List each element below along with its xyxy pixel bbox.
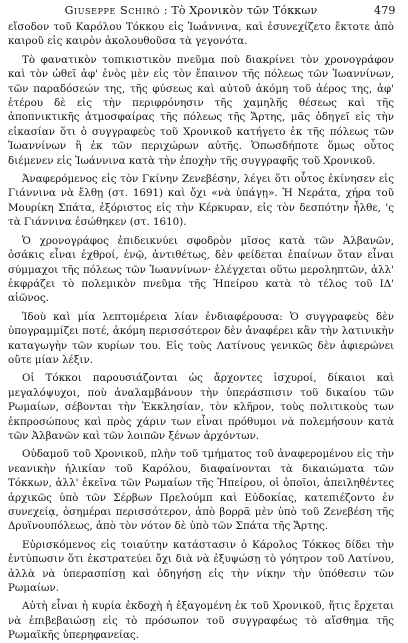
header-title: : Τὸ Χρονικὸν τῶν Τόκκων <box>163 4 318 17</box>
paragraph: Οὐδαμοῦ τοῦ Χρονικοῦ, πλὴν τοῦ τμήματος τοῦ ἀναφερομένου εἰς τὴν νεανικὴν ἡλικίαν τοῦ Καρόλου, διαφαίνονται τὰ δικαιώματα τῶν Τόκκων, ἀλλ' ἐκεῖνα τῶν Ρωμαίων τῆς Ἠπείρου, οἱ ὁποῖοι, ἀπειληθέντες ἀρχικῶς ὑπὸ τῶν Σέρβων Πρελούμπ καὶ Εὐδοκίας, κατεπιέζοντο ἐν συνεχείᾳ, ὁσημέραι περισσότερον, ἀπὸ βορρᾶ μὲν ὑπὸ τοῦ Ζενεβέση τῆς Δρυϊνουπόλεως, ἀπὸ τὸν νότον δὲ ὑπὸ τῶν Σπάτα τῆς Ἄρτης. <box>8 448 394 533</box>
paragraph: Τὸ φανατικὸν τοπικιστικὸν πνεῦμα ποὺ διακρίνει τὸν χρονογράφον καὶ τὸν ὠθεῖ ἀφ' ἑνὸς μὲν εἰς τὸν ἔπαινον τῆς πόλεως τῶν Ἰωαννίνων, τῶν παραδόσεών της, τῆς φύσεως καὶ αὐτοῦ ἀκόμη τοῦ ἀέρος της, ἀφ' ἑτέρου δὲ εἰς τὴν περιφρόνησιν τῆς χαμηλῆς θέσεως καὶ τῆς ἀποπνικτικῆς ἀτμοσφαίρας τῆς πόλεως τῆς Ἄρτης, μᾶς ὁδηγεῖ εἰς τὴν εἰκασίαν ὅτι ὁ συγγραφεὺς τοῦ Χρονικοῦ κατήγετο ἐκ τῆς πόλεως τῶν Ἰωαννίνων ἢ ἐκ τῶν περιχώρων αὐτῆς. Ὁπωσδήποτε ὅμως οὗτος διέμενεν εἰς Ἰωάννινα κατὰ τὴν ἐποχὴν τῆς συγγραφῆς τοῦ Χρονικοῦ. <box>8 53 394 167</box>
header-author: Giuseppe Schirò <box>64 4 161 17</box>
paragraph: Ὁ χρονογράφος ἐπιδεικνύει σφοδρὸν μῖσος κατὰ τῶν Ἀλβανῶν, ὁσάκις εἶναι ἐχθροί, ἐνῷ, ἀντιθέτως, δὲν φείδεται ἐπαίνων ὅταν εἶναι σύμμαχοι τῆς πόλεως τῶν Ἰωαννίνων· ἐλέγχεται οὕτω μεροληπτῶν, ἀλλ' ἐκφράζει τὸ πολεμικὸν πνεῦμα τῆς Ἠπείρου κατὰ τὸ τέλος τοῦ ΙΔ' αἰῶνος. <box>8 234 394 305</box>
paragraph: Εὐρισκόμενος εἰς τοιαύτην κατάστασιν ὁ Κάρολος Τόκκος δίδει τὴν ἐντύπωσιν ὅτι ἐκστρατεύει ὄχι διὰ νὰ ἐξυψώσῃ τὸ γόητρον τοῦ Λατίνου, ἀλλὰ νὰ ὑπερασπίσῃ καὶ ὁδηγήσῃ εἰς τὴν νίκην τὴν ὑπόθεσιν τῶν Ρωμαίων. <box>8 538 394 595</box>
paragraph: Αὐτὴ εἶναι ἡ κυρία ἐκδοχὴ ἡ ἐξαγομένη ἐκ τοῦ Χρονικοῦ, ἥτις ἔρχεται νὰ ἐπιβεβαιώσῃ εἰς τὸ πρόσωπον τοῦ συγγραφέως τὸ αἴσθημα τῆς Ρωμαϊκῆς ὑπερηφανείας. <box>8 600 394 642</box>
body-text <box>8 20 394 643</box>
paragraph: Οἱ Τόκκοι παρουσιάζονται ὡς ἄρχοντες ἰσχυροί, δίκαιοι καὶ μεγαλόψυχοι, ποὺ ἀναλαμβάνουν τὴν ὑπεράσπισιν τοῦ δικαίου τῶν Ρωμαίων, σέβονται τὴν Ἐκκλησίαν, τὸν κλῆρον, τοὺς πολιτικοὺς των ἐκπροσώπους καὶ πρὸς χάριν των εἶναι πρόθυμοι νὰ πολεμήσουν κατὰ τῶν Ἀλβανῶν καὶ τῶν λοιπῶν ξένων ἀρχόντων. <box>8 372 394 442</box>
page-number: 479 <box>374 4 396 17</box>
running-header <box>8 4 394 18</box>
paragraph: Ἀναφερόμενος εἰς τὸν Γκίνην Ζενεβέσην, λέγει ὅτι οὗτος ἐκίνησεν εἰς Γιάννινα νὰ ἔλθῃ (στ. 1691) καὶ ὄχι «νὰ ὑπάγῃ». Ἡ Νεράτα, χήρα τοῦ Μουρίκη Σπάτα, ἐξόριστος εἰς τὴν Κέρκυραν, εἰς τὸν δεσπότην ἦλθε, 'ς τὰ Γιάννινα ἐσώθηκεν (στ. 1610). <box>8 173 394 229</box>
paragraph: Ἰδοὺ καὶ μία λεπτομέρεια λίαν ἐνδιαφέρουσα: Ὁ συγγραφεὺς δὲν ὑπογραμμίζει ποτέ, ἀκόμη περισσότερον δὲν ἀναφέρει κἂν τὴν λατινικὴν καταγωγὴν τῶν κυρίων του. Εἰς τοὺς Λατίνους γενικῶς δὲν ἀφιερώνει οὔτε μίαν λέξιν. <box>8 310 394 366</box>
running-title <box>8 4 374 17</box>
paragraph-continuation: εἴσοδον τοῦ Καρόλου Τόκκου εἰς Ἰωάννινα, καὶ ἐσυνεχίζετο ἔκτοτε ἀπὸ καιροῦ εἰς καιρὸν ἀκολουθοῦσα τὰ γεγονότα. <box>8 21 394 48</box>
